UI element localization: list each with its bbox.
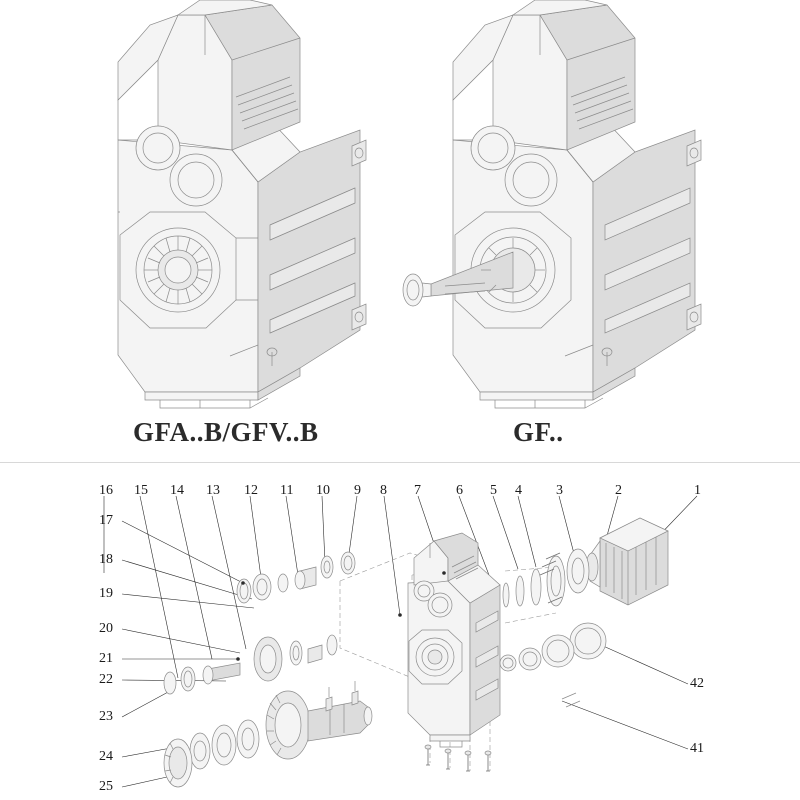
callout-17: 17 [99,513,113,528]
callout-41: 41 [690,741,704,756]
callout-23: 23 [99,709,113,724]
callout-15: 15 [134,483,148,498]
callout-2: 2 [615,483,622,498]
callout-24: 24 [99,749,113,764]
caption-gf: GF.. [513,417,564,447]
callout-6: 6 [456,483,463,498]
callout-4: 4 [515,483,522,498]
gearbox-view-gfa-gfv [118,0,366,408]
gearbox-view-gf [403,0,701,408]
callout-8: 8 [380,483,387,498]
callout-20: 20 [99,621,113,636]
callout-22: 22 [99,672,113,687]
callout-7: 7 [414,483,421,498]
callout-21: 21 [99,651,113,666]
callout-9: 9 [354,483,361,498]
shaft-gear-parts [164,552,372,787]
callout-14: 14 [170,483,184,498]
caption-gfa-gfv: GFA..B/GFV..B [133,417,319,447]
callout-10: 10 [316,483,330,498]
motor-adapter-parts [500,518,668,707]
callout-5: 5 [490,483,497,498]
exploded-view-panel [0,463,800,800]
callout-11: 11 [280,483,294,498]
callout-19: 19 [99,586,113,601]
callout-3: 3 [556,483,563,498]
exploded-parts-drawing [0,463,800,800]
callout-16: 16 [99,483,113,498]
callout-25: 25 [99,779,113,794]
callout-18: 18 [99,552,113,567]
callout-13: 13 [206,483,220,498]
callout-1: 1 [694,483,701,498]
gearbox-body-part [408,533,500,747]
callout-42: 42 [690,676,704,691]
callout-12: 12 [244,483,258,498]
fastener-parts [425,745,491,771]
